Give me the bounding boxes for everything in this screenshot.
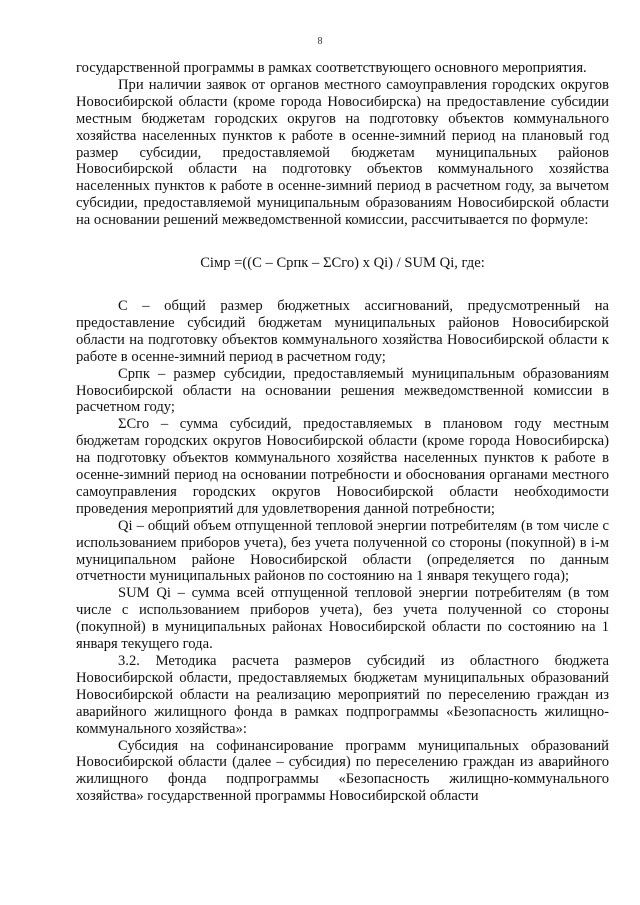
page-number: 8: [317, 36, 323, 47]
paragraph-continuation: государственной программы в рамках соответствующего основного мероприятия.: [76, 60, 587, 76]
definition-c: С – общий размер бюджетных ассигнований, предусмотренный на предоставление субсидий бюджетам муниципальных районов Новосибирской области на подготовку объектов коммунального хозяйства Новосибирской области к работе в осенне-зимний период в расчетном году;: [76, 297, 609, 365]
definition-crpk: Српк – размер субсидии, предоставляемый муниципальным образованиям Новосибирской области на основании решения межведомственной комиссии в расчетном году;: [76, 365, 609, 416]
paragraph-subsidy-intro: При наличии заявок от органов местного самоуправления городских округов Новосибирской области (кроме города Новосибирска) на предоставление субсидии местным бюджетам городских округов на подготовку объектов коммунального хозяйства населенных пунктов к работе в осенне-зимний период на плановый год размер субсидии, предоставляемой бюджетам муниципальных районов Новосибирской области на подготовку объектов коммунального хозяйства населенных пунктов к работе в осенне-зимний период в расчетном году, за вычетом субсидии, предоставляемой муниципальным образованиям Новосибирской области на основании решений межведомственной комиссии, рассчитывается по формуле:: [76, 76, 609, 229]
definition-qi: Qi – общий объем отпущенной тепловой энергии потребителям (в том числе с использованием приборов учета), без учета полученной со стороны (покупной) в i-м муниципальном районе Новосибирской области (определяется по данным отчетности муниципальных районов по состоянию на 1 января текущего года);: [76, 517, 609, 585]
document-body: [76, 60, 609, 805]
paragraph-subsidy-resettlement: Субсидия на софинансирование программ муниципальных образований Новосибирской области (далее – субсидия) по переселению граждан из аварийного жилищного фонда подпрограммы «Безопасность жилищно-коммунального хозяйства» государственной программы Новосибирской области: [76, 737, 609, 805]
section-3-2-heading: 3.2. Методика расчета размеров субсидий из областного бюджета Новосибирской области, предоставляемых бюджетам муниципальных образований Новосибирской области на реализацию мероприятий по переселению граждан из аварийного жилищного фонда в рамках подпрограммы «Безопасность жилищно-коммунального хозяйства»:: [76, 653, 609, 737]
definition-sum-qi: SUM Qi – сумма всей отпущенной тепловой энергии потребителям (в том числе с использованием приборов учета), без учета полученной со стороны (покупной) в муниципальных районах Новосибирской области по состоянию на 1 января текущего года.: [76, 585, 609, 653]
definition-sum-cgo: ΣСго – сумма субсидий, предоставляемых в плановом году местным бюджетам городских округов Новосибирской области (кроме города Новосибирска) на подготовку объектов коммунального хозяйства населенных пунктов к работе в осенне-зимний период на основании потребности и обоснования органами местного самоуправления городских округов Новосибирской области необходимости проведения мероприятий для удовлетворения данной потребности;: [76, 416, 609, 517]
formula: Сімр =((С – Српк – ΣСго) х Qi) / SUM Qi, где:: [200, 255, 485, 272]
